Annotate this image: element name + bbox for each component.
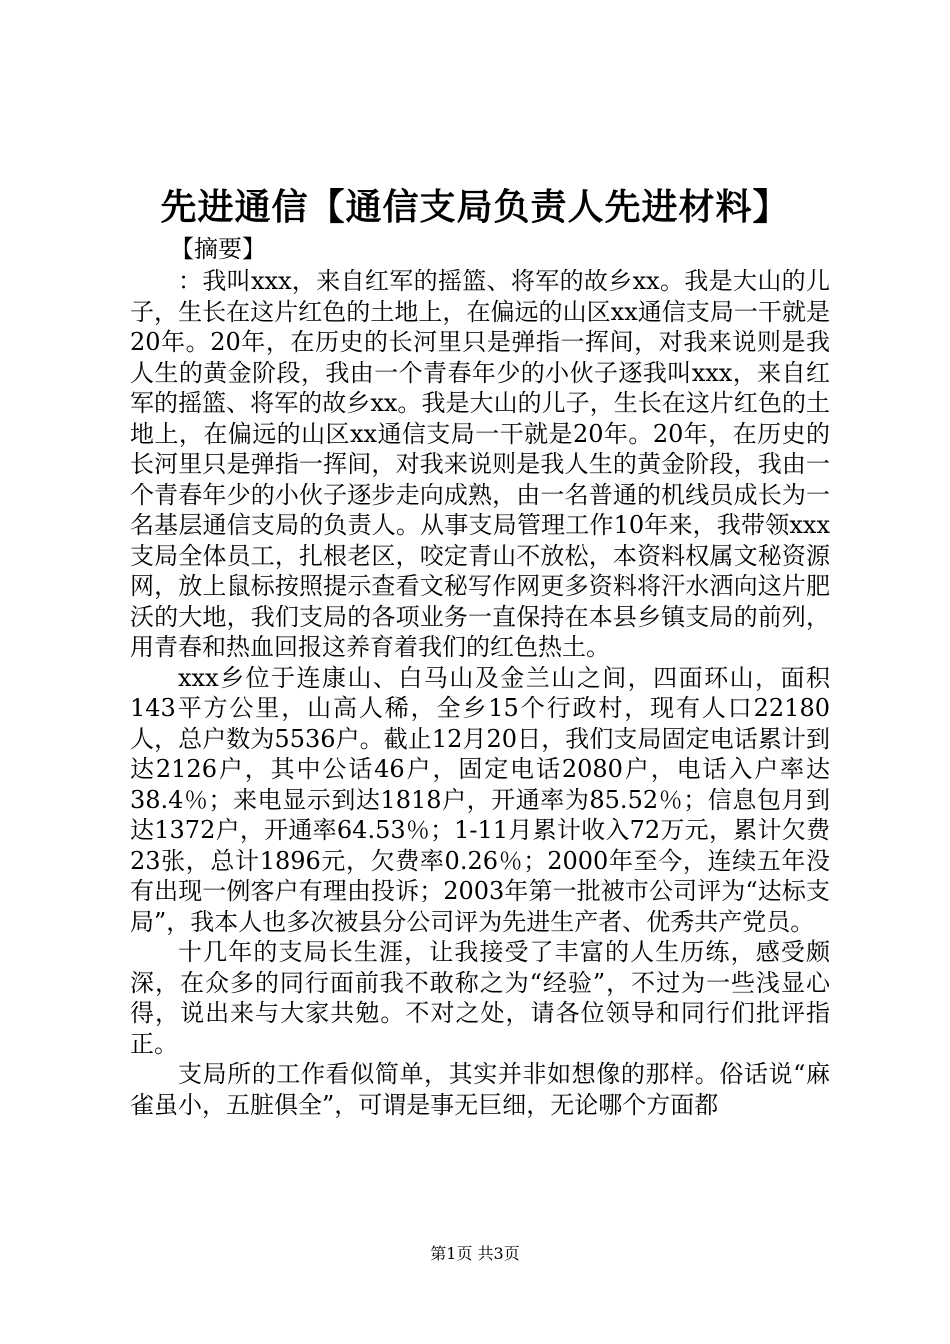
page-number-footer: 第1页 共3页 xyxy=(430,1244,520,1263)
paragraph: 支局所的工作看似简单，其实并非如想像的那样。俗话说“麻雀虽小，五脏俱全”，可谓是事无巨细，无论哪个方面都 xyxy=(130,1060,830,1119)
document-title: 先进通信【通信支局负责人先进材料】 xyxy=(160,186,790,228)
paragraph: 十几年的支局长生涯，让我接受了丰富的人生历练，感受颇深，在众多的同行面前我不敢称之为“经验”，不过为一些浅显心得，说出来与大家共勉。不对之处，请各位领导和同行们批评指正。 xyxy=(130,938,830,1058)
abstract-label: 【摘要】 xyxy=(170,235,266,263)
paragraph: ：我叫xxx，来自红军的摇篮、将军的故乡xx。我是大山的儿子，生长在这片红色的土地上，在偏远的山区xx通信支局一干就是20年。20年，在历史的长河里只是弹指一挥间，对我来说则是我人生的黄金阶段，我由一个青春年少的小伙子逐我叫xxx，来自红军的摇篮、将军的故乡xx。我是大山的儿子，生长在这片红色的土地上，在偏远的山区xx通信支局一干就是20年。20年，在历史的长河里只是弹指一挥间，对我来说则是我人生的黄金阶段，我由一个青春年少的小伙子逐步走向成熟，由一名普通的机线员成长为一名基层通信支局的负责人。从事支局管理工作10年来，我带领xxx支局全体员工，扎根老区，咬定青山不放松，本资料权属文秘资源网，放上鼠标按照提示查看文秘写作网更多资料将汗水洒向这片肥沃的大地，我们支局的各项业务一直保持在本县乡镇支局的前列，用青春和热血回报这养育着我们的红色热土。 xyxy=(130,267,830,661)
document-body xyxy=(130,266,830,1120)
paragraph: xxx乡位于连康山、白马山及金兰山之间，四面环山，面积143平方公里，山高人稀，全乡15个行政村，现有人口22180人，总户数为5536户。截止12月20日，我们支局固定电话累计到达2126户，其中公话46户，固定电话2080户，电话入户率达38.4％；来电显示到达1818户，开通率为85.52％；信息包月到达1372户，开通率64.53％；1-11月累计收入72万元，累计欠费23张，总计1896元，欠费率0.26％；2000年至今，连续五年没有出现一例客户有理由投诉；2003年第一批被市公司评为“达标支局”，我本人也多次被县分公司评为先进生产者、优秀共产党员。 xyxy=(130,663,830,936)
